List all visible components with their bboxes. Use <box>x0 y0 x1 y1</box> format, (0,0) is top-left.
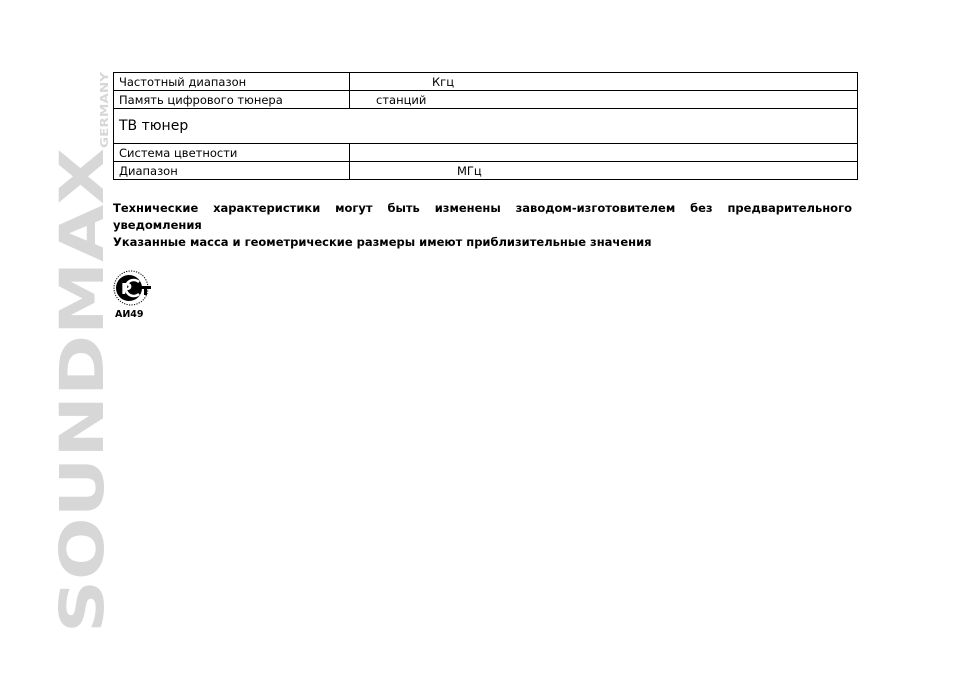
notes <box>113 200 852 251</box>
note-spec-change: Технические характеристики могут быть изменены заводом-изготовителем без предварительного уведомления <box>113 201 852 232</box>
table-row <box>114 144 858 162</box>
spec-table <box>113 72 858 180</box>
brand-watermark <box>46 70 118 635</box>
spec-label: Система цветности <box>114 144 350 162</box>
section-title: ТВ тюнер <box>114 109 858 144</box>
rst-certification-icon <box>112 268 156 308</box>
table-row <box>114 91 858 109</box>
certification-code: АИ49 <box>115 309 144 320</box>
brand-name: SOUNDMAX <box>47 231 118 633</box>
table-row <box>114 73 858 91</box>
svg-text:Р: Р <box>121 280 132 298</box>
spec-label: Диапазон <box>114 162 350 180</box>
brand-tagline: GERMANY <box>99 89 111 148</box>
note-approx-values: Указанные масса и геометрические размеры имеют приблизительные значения <box>113 235 652 249</box>
spec-value: станций <box>376 92 427 107</box>
spec-value: Кгц <box>432 74 455 89</box>
spec-value: МГц <box>457 163 482 178</box>
table-section-row <box>114 109 858 144</box>
spec-value <box>350 144 858 162</box>
spec-label: Частотный диапазон <box>114 73 350 91</box>
spec-label: Память цифрового тюнера <box>114 91 350 109</box>
table-row <box>114 162 858 180</box>
certification-mark <box>112 268 156 324</box>
